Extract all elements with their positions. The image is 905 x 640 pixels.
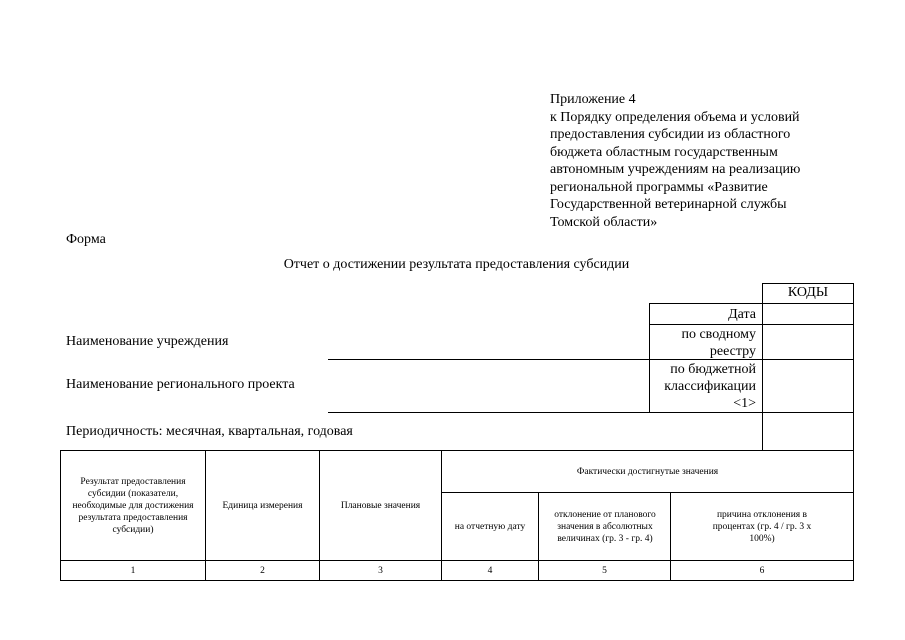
codes-budget-line: по бюджетной [670,362,756,377]
codes-header: КОДЫ [787,285,829,300]
periodicity-label: Периодичность: месячная, квартальная, годовая [66,424,353,439]
report-title: Отчет о достижении результата предоставления субсидии [283,257,630,272]
annex-line: к Порядку определения объема и условий [550,109,800,125]
column-number: 1 [130,565,136,576]
codes-box-border [762,283,763,451]
table-border [60,580,854,581]
header-col-result: Результат предоставления субсидии (показатели, необходимые для достижения результата предоставления субсидии) [72,476,194,535]
header-col-plan: Плановые значения [340,500,421,511]
annex-line: бюджета областным государственным [550,144,778,160]
column-number: 4 [487,565,493,576]
column-number: 5 [602,565,607,576]
codes-budget-label [650,361,756,412]
project-label: Наименование регионального проекта [66,377,295,392]
column-number: 6 [759,565,765,576]
annex-line: предоставления субсидии из областного [550,127,791,142]
header-group-actual: Фактически достигнутые значения [576,466,719,477]
column-number: 3 [378,565,383,576]
annex-line: автономным учреждениям на реализацию [550,162,801,177]
table-border [853,450,854,581]
codes-registry-line: реестру [709,344,756,359]
project-field-line[interactable] [328,412,649,413]
header-col-unit: Единица измерения [222,500,303,511]
header-col-deviation-reason: причина отклонения в процентах (гр. 4 / гр. 3 x 100%) [712,509,812,544]
annex-line: Приложение 4 [550,92,636,107]
codes-registry-line: по сводному [681,327,756,342]
codes-box-border [649,303,854,304]
institution-field-line[interactable] [328,359,649,360]
header-col-report-date: на отчетную дату [454,521,526,532]
annex-line: региональной программы «Развитие [550,179,768,195]
header-col-deviation-abs: отклонение от планового значения в абсолютных величинах (гр. 3 - гр. 4) [554,509,656,544]
codes-registry-label [650,326,756,360]
codes-box-border [853,283,854,451]
codes-box-border [762,283,854,284]
column-number: 2 [260,565,265,576]
codes-budget-line: классификации [664,379,756,394]
codes-box-border [649,324,854,325]
annex-line: Томской области» [550,214,658,230]
annex-header [550,91,850,231]
form-label: Форма [66,232,106,247]
codes-box-border [649,412,854,413]
codes-budget-line: <1> [733,396,756,411]
institution-label: Наименование учреждения [66,334,229,349]
annex-line: Государственной ветеринарной службы [550,197,787,212]
codes-date-label: Дата [728,307,756,322]
